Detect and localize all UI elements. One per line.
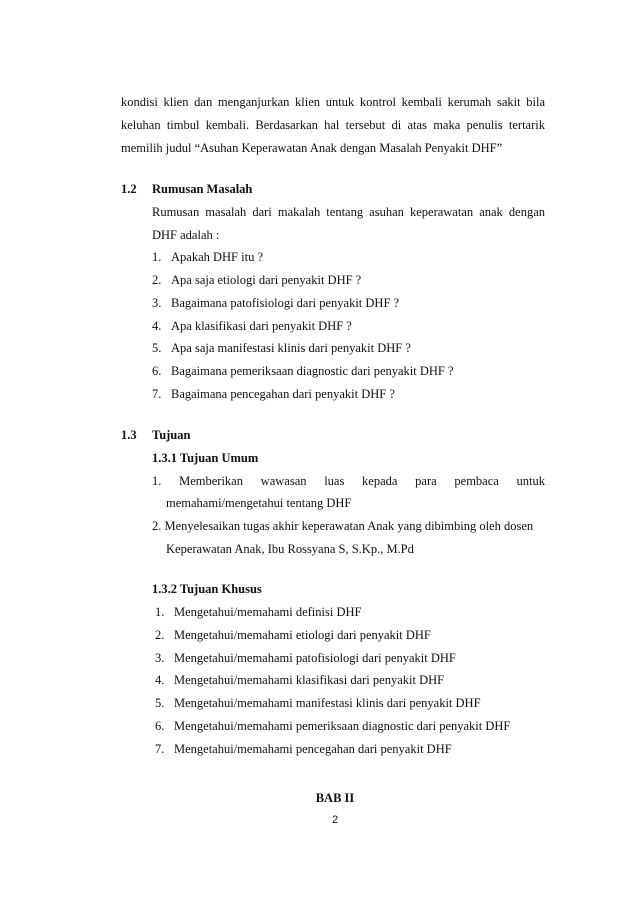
rumusan-list-item <box>152 340 411 356</box>
rumusan-list-item <box>152 363 454 379</box>
rumusan-list-item <box>152 249 263 265</box>
list-item-text: Mengetahui/memahami klasifikasi dari penyakit DHF <box>174 673 445 687</box>
rumusan-list-item <box>152 318 352 334</box>
next-chapter-heading: BAB II <box>315 791 355 805</box>
rumusan-para-line-2: DHF adalah : <box>152 228 220 242</box>
list-item-text: Apa saja etiologi dari penyakit DHF ? <box>171 273 362 287</box>
tujuan-khusus-list-item <box>155 650 456 666</box>
list-item-number: 4. <box>155 673 165 687</box>
tujuan-khusus-list-item <box>155 672 444 688</box>
list-item-text: Mengetahui/memahami pemeriksaan diagnostic dari penyakit DHF <box>174 719 511 733</box>
tujuan-khusus-list-item <box>155 741 452 757</box>
list-item-text: Bagaimana pencegahan dari penyakit DHF ? <box>171 387 395 401</box>
list-item-number: 2. <box>155 628 165 642</box>
tujuan-khusus-list-item <box>155 604 361 620</box>
intro-line-3: memilih judul “Asuhan Keperawatan Anak dengan Masalah Penyakit DHF” <box>121 141 503 155</box>
section-number-1-2: 1.2 <box>121 182 137 196</box>
list-item-number: 7. <box>152 387 162 401</box>
list-item-text: Bagaimana pemeriksaan diagnostic dari penyakit DHF ? <box>171 364 454 378</box>
subsection-title-tujuan-khusus: 1.3.2 Tujuan Khusus <box>152 582 262 596</box>
rumusan-list-item <box>152 386 395 402</box>
list-item-text: Apa klasifikasi dari penyakit DHF ? <box>171 319 352 333</box>
tujuan-umum-item-1-line-2: memahami/mengetahui tentang DHF <box>166 496 352 510</box>
list-item-text: Mengetahui/memahami etiologi dari penyakit DHF <box>174 628 431 642</box>
list-item-number: 6. <box>155 719 165 733</box>
tujuan-khusus-list-item <box>155 627 431 643</box>
section-title-tujuan: Tujuan <box>152 428 191 442</box>
list-item-text: Mengetahui/memahami patofisiologi dari penyakit DHF <box>174 651 456 665</box>
intro-line-1: kondisi klien dan menganjurkan klien untuk kontrol kembali kerumah sakit bila <box>121 95 545 109</box>
tujuan-khusus-list-item <box>155 695 481 711</box>
list-item-number: 6. <box>152 364 162 378</box>
list-item-number: 5. <box>155 696 165 710</box>
tujuan-khusus-list-item <box>155 718 510 734</box>
tujuan-umum-item-2-line-1: 2. Menyelesaikan tugas akhir keperawatan Anak yang dibimbing oleh dosen <box>152 519 534 533</box>
list-item-text: Mengetahui/memahami definisi DHF <box>174 605 362 619</box>
list-item-text: Apa saja manifestasi klinis dari penyakit DHF ? <box>171 341 411 355</box>
list-item-text: Bagaimana patofisiologi dari penyakit DHF ? <box>171 296 400 310</box>
rumusan-list-item <box>152 272 361 288</box>
list-item-number: 3. <box>155 651 165 665</box>
list-item-number: 3. <box>152 296 162 310</box>
list-item-text: Mengetahui/memahami manifestasi klinis dari penyakit DHF <box>174 696 481 710</box>
subsection-title-tujuan-umum: 1.3.1 Tujuan Umum <box>152 451 259 465</box>
list-item-text: Mengetahui/memahami pencegahan dari penyakit DHF <box>174 742 452 756</box>
page-number: 2 <box>331 814 339 826</box>
intro-line-2: keluhan timbul kembali. Berdasarkan hal tersebut di atas maka penulis tertarik <box>121 118 545 132</box>
list-item-number: 1. <box>152 250 162 264</box>
section-title-rumusan-masalah: Rumusan Masalah <box>152 182 253 196</box>
list-item-number: 4. <box>152 319 162 333</box>
list-item-text: Apakah DHF itu ? <box>171 250 263 264</box>
section-number-1-3: 1.3 <box>121 428 137 442</box>
list-item-number: 5. <box>152 341 162 355</box>
list-item-number: 1. <box>155 605 165 619</box>
tujuan-umum-item-2-line-2: Keperawatan Anak, Ibu Rossyana S, S.Kp., M.Pd <box>166 542 414 556</box>
list-item-number: 2. <box>152 273 162 287</box>
list-item-number: 7. <box>155 742 165 756</box>
tujuan-umum-item-1-line-1: 1. Memberikan wawasan luas kepada para pembaca untuk <box>152 474 545 488</box>
rumusan-para-line-1: Rumusan masalah dari makalah tentang asuhan keperawatan anak dengan <box>152 205 545 219</box>
rumusan-list-item <box>152 295 399 311</box>
